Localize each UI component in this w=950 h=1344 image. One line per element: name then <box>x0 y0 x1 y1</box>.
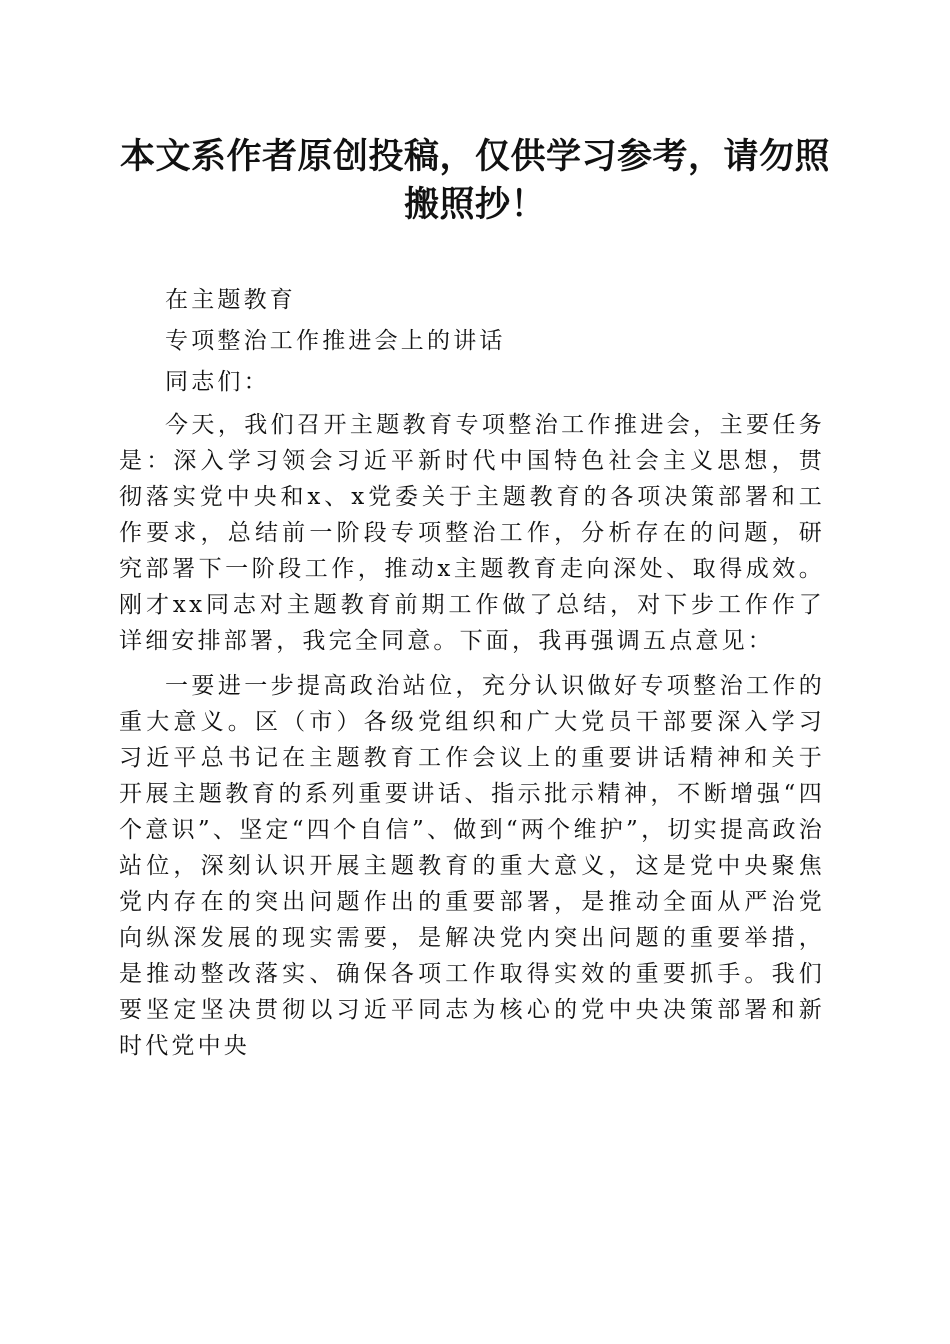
salutation: 同志们： <box>165 369 270 395</box>
speech-heading-line-2: 专项整治工作推进会上的讲话 <box>165 328 506 354</box>
paragraph-point-one: 一要进一步提高政治站位，充分认识做好专项整治工作的重大意义。区（市）各级党组织和广大党员干部要深入学习习近平总书记在主题教育工作会议上的重要讲话精神和关于开展主题教育的系列重要讲话、指示批示精神，不断增强“四个意识”、坚定“四个自信”、做到“两个维护”，切实提高政治站位，深刻认识开展主题教育的重大意义，这是党中央聚焦党内存在的突出问题作出的重要部署，是推动全面从严治党向纵深发展的现实需要，是解决党内突出问题的重要举措，是推动整改落实、确保各项工作取得实效的重要抓手。我们要坚定坚决贯彻以习近平同志为核心的党中央决策部署和新时代党中央 <box>119 673 825 1059</box>
document-title: 本文系作者原创投稿，仅供学习参考，请勿照搬照抄！ <box>119 136 830 225</box>
speech-heading-line-1: 在主题教育 <box>165 287 296 313</box>
document-body <box>119 283 825 1064</box>
paragraph-opening: 今天，我们召开主题教育专项整治工作推进会，主要任务是：深入学习领会习近平新时代中国特色社会主义思想，贯彻落实党中央和x、x党委关于主题教育的各项决策部署和工作要求，总结前一阶段专项整治工作，分析存在的问题，研究部署下一阶段工作，推动x主题教育走向深处、取得成效。刚才xx同志对主题教育前期工作做了总结，对下步工作作了详细安排部署，我完全同意。下面，我再强调五点意见： <box>119 412 825 654</box>
